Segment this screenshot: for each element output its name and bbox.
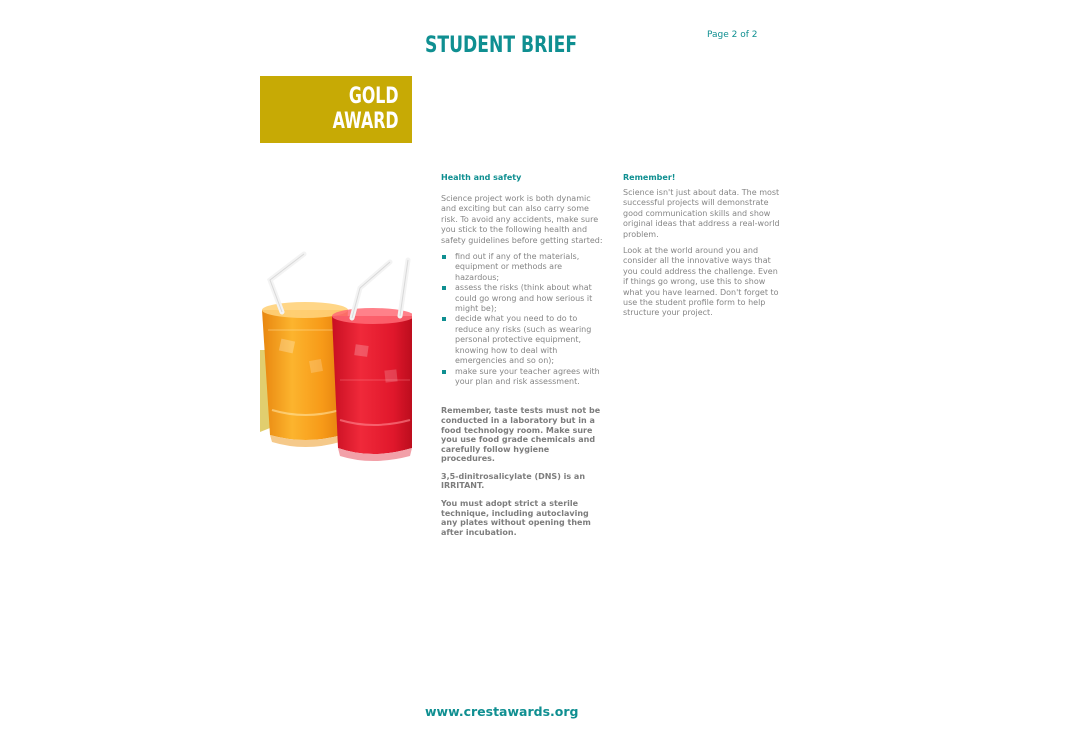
list-item	[441, 283, 603, 314]
page-number: Page 2 of 2	[707, 30, 758, 40]
drinks-glasses-icon	[260, 230, 412, 465]
bullet-icon	[442, 317, 446, 321]
remember-column	[623, 172, 781, 325]
award-banner	[260, 76, 412, 143]
bullet-icon	[442, 255, 446, 259]
remember-paragraph: Science isn't just about data. The most successful projects will demonstrate good communication skills and show original ideas that address a real-world problem.	[623, 188, 780, 239]
drinks-photo	[260, 230, 412, 465]
taste-test-note: Remember, taste tests must not be conducted in a laboratory but in a food technology room. Make sure you use food grade chemicals and carefully follow hygiene procedures.	[441, 406, 601, 464]
list-item-text: make sure your teacher agrees with your plan and risk assessment.	[455, 366, 600, 386]
list-item	[441, 252, 603, 283]
sterile-technique-note: You must adopt strict a sterile technique, including autoclaving any plates without opening them after incubation.	[441, 499, 591, 537]
list-item-text: assess the risks (think about what could go wrong and how serious it might be);	[455, 283, 593, 314]
list-item	[441, 314, 603, 366]
remember-paragraph: Look at the world around you and consider all the innovative ways that you could address the challenge. Even if things go wrong, use this to show what you have learned. Don't forget to use the student profile form to help structure your project.	[623, 246, 779, 318]
health-safety-heading: Health and safety	[441, 173, 522, 182]
footer-url-link[interactable]: www.crestawards.org	[425, 704, 579, 719]
bullet-icon	[442, 370, 446, 374]
list-item-text: find out if any of the materials, equipment or methods are hazardous;	[455, 252, 580, 282]
award-label-line2: AWARD	[333, 109, 399, 134]
page-title: STUDENT BRIEF	[425, 33, 578, 58]
award-label-line1: GOLD	[349, 84, 399, 109]
health-safety-intro: Science project work is both dynamic and exciting but can also carry some risk. To avoid any accidents, make sure you stick to the following health and safety guidelines before getting started:	[441, 194, 603, 245]
list-item-text: decide what you need to do to reduce any risks (such as wearing personal protective equipment, knowing how to deal with emergencies and so on);	[455, 314, 592, 366]
award-label	[333, 84, 399, 134]
list-item	[441, 367, 603, 388]
health-safety-column	[441, 172, 603, 545]
bullet-icon	[442, 286, 446, 290]
health-safety-list	[441, 252, 603, 387]
remember-heading: Remember!	[623, 173, 676, 182]
dns-irritant-note: 3,5-dinitrosalicylate (DNS) is an IRRITANT.	[441, 471, 586, 491]
